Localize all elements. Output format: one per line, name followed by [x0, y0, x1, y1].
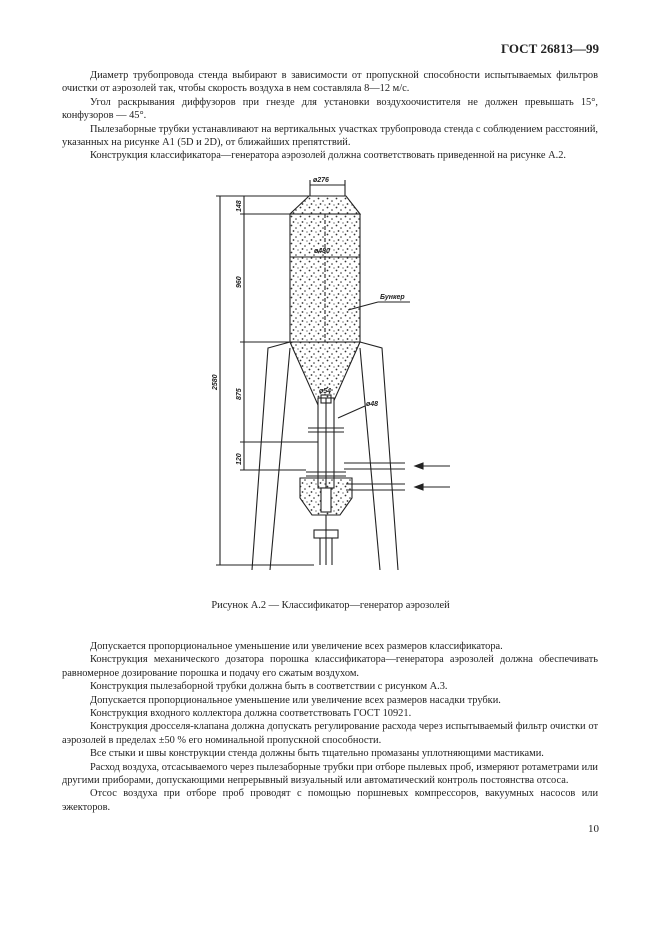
- paragraph: Конструкция пылезаборной трубки должна быть в соответствии с рисунком А.3.: [90, 681, 448, 693]
- paragraph: Допускается пропорциональное уменьшение или увеличение всех размеров классификатора.: [90, 641, 503, 652]
- left-leg: [252, 342, 290, 570]
- paragraph: Угол раскрывания диффузоров при гнезде для установки воздухоочистителя не должен превышать 15°, конфузоров — 45°.: [62, 96, 598, 122]
- paragraph: Конструкция механического дозатора порошка классификатора—генератора аэрозолей должна обеспечивать равномерное дозирование порошка и подачу его сжатым воздухом.: [62, 654, 598, 679]
- bunker-label: Бункер: [380, 294, 405, 301]
- dim-148-label: 148: [236, 200, 243, 212]
- classifier-generator-drawing: [200, 170, 460, 580]
- paragraph: Пылезаборные трубки устанавливают на вертикальных участках трубопровода стенда с соблюдением расстояний, указанных на рисунке А1 (5D и 2D), от ближайших препятствий.: [62, 123, 598, 149]
- mid-diameter-label: ø54: [319, 388, 332, 395]
- standard-header: ГОСТ 26813—99: [500, 41, 599, 56]
- top-diameter-label: ø276: [313, 177, 329, 184]
- top-cone: [290, 196, 360, 214]
- paragraph: Конструкция классификатора—генератора аэрозолей должна соответствовать приведенной на рисунке А.2.: [90, 150, 567, 162]
- dim-120-label: 120: [236, 453, 243, 465]
- paragraph: Все стыки и швы конструкции стенда должны быть тщательно промазаны уплотняющими мастиками.: [90, 748, 544, 760]
- paragraph: Отсос воздуха при отборе проб проводят с помощью поршневых компрессоров, вакуумных насосов или эжекторов.: [62, 788, 598, 813]
- page-number: 10: [588, 823, 599, 835]
- paragraph: Допускается пропорциональное уменьшение или увеличение всех размеров насадки трубки.: [90, 694, 501, 706]
- paragraph: Диаметр трубопровода стенда выбирают в зависимости от пропускной способности испытываемых фильтров очистки от аэрозолей так, чтобы скорость воздуха в нем составляла 8—12 м/с.: [62, 70, 598, 95]
- body-diameter-label: ø480: [314, 248, 330, 255]
- paragraph: Расход воздуха, отсасываемого через пылезаборные трубки при отборе пылевых проб, измеряют ротаметрами или другими приборами, допускающими непрерывный визуальный или автоматический контроль постоянства отсоса.: [62, 761, 598, 787]
- pipe-diameter-label: ø48: [366, 401, 379, 408]
- paragraph: Конструкция дросселя-клапана должна допускать регулирование расхода через испытываемый фильтр очистки от аэрозолей в пределах ±50 % его номинальной пропускной способности.: [62, 721, 598, 746]
- overall-height-label: 2580: [212, 374, 219, 390]
- right-leg: [360, 342, 398, 570]
- dim-875-label: 875: [236, 388, 243, 400]
- bottom-text-block: [62, 640, 598, 814]
- figure-caption: Рисунок А.2 — Классификатор—генератор аэрозолей: [211, 600, 450, 611]
- dim-960-label: 960: [236, 276, 243, 288]
- paragraph: Конструкция входного коллектора должна соответствовать ГОСТ 10921.: [90, 708, 412, 720]
- top-text-block: [62, 69, 598, 163]
